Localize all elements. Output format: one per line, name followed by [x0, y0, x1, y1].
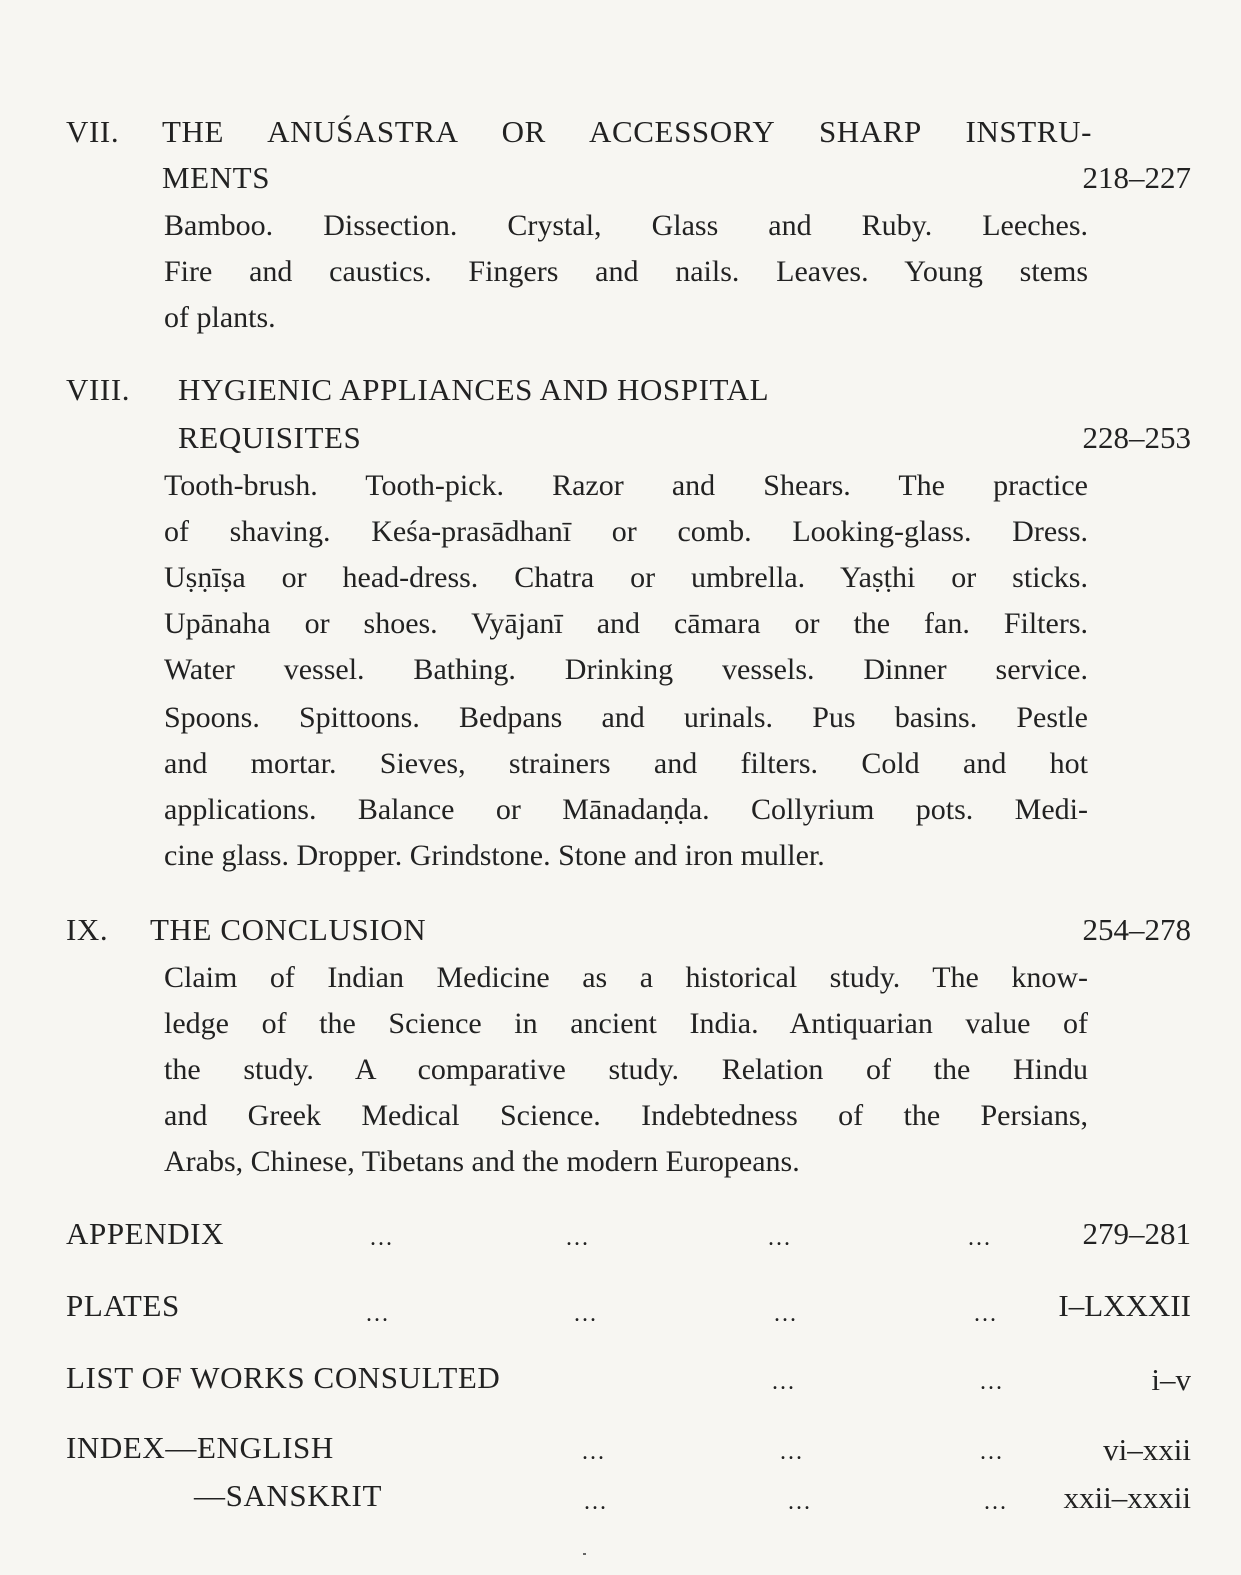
section-description-line: cine glass. Dropper. Grindstone. Stone and iron muller. [164, 839, 825, 872]
entry-pages: i–v [1151, 1362, 1191, 1397]
leader-dots: ... [584, 1489, 608, 1515]
entry-pages: 279–281 [1082, 1216, 1191, 1251]
entry-pages: vi–xxii [1103, 1432, 1191, 1467]
section-description-line: Fire and caustics. Fingers and nails. Leaves. Young stems [164, 255, 1088, 288]
paper-speck [583, 1553, 586, 1555]
section-description-line: the study. A comparative study. Relation of the Hindu [164, 1053, 1088, 1086]
leader-dots: ... [984, 1489, 1008, 1515]
section-heading-line: THE ANUŚASTRA OR ACCESSORY SHARP INSTRU- [162, 114, 1092, 149]
section-description-line: of plants. [164, 301, 276, 334]
section-description-line: Uṣṇīṣa or head-dress. Chatra or umbrella. Yaṣṭhi or sticks. [164, 561, 1088, 594]
section-description-line: Arabs, Chinese, Tibetans and the modern Europeans. [164, 1145, 800, 1178]
section-numeral: IX. [66, 912, 109, 947]
section-pages: 218–227 [1082, 160, 1191, 195]
section-description-line: Spoons. Spittoons. Bedpans and urinals. Pus basins. Pestle [164, 701, 1088, 734]
section-pages: 254–278 [1082, 912, 1191, 947]
section-description-line: Water vessel. Bathing. Drinking vessels. Dinner service. [164, 653, 1088, 686]
leader-dots: ... [566, 1225, 590, 1251]
entry-title: —SANSKRIT [194, 1478, 382, 1513]
leader-dots: ... [968, 1225, 992, 1251]
section-heading-line: HYGIENIC APPLIANCES AND HOSPITAL [178, 372, 770, 407]
section-numeral: VII. [66, 114, 120, 149]
leader-dots: ... [980, 1439, 1004, 1465]
leader-dots: ... [974, 1301, 998, 1327]
section-heading-line: THE CONCLUSION [150, 912, 427, 947]
entry-pages: xxii–xxxii [1063, 1480, 1191, 1515]
leader-dots: ... [980, 1369, 1004, 1395]
section-description-line: of shaving. Keśa-prasādhanī or comb. Looking-glass. Dress. [164, 515, 1088, 548]
section-description-line: ledge of the Science in ancient India. Antiquarian value of [164, 1007, 1088, 1040]
entry-title: PLATES [66, 1288, 180, 1323]
leader-dots: ... [366, 1301, 390, 1327]
leader-dots: ... [774, 1301, 798, 1327]
leader-dots: ... [582, 1439, 606, 1465]
leader-dots: ... [772, 1369, 796, 1395]
section-pages: 228–253 [1082, 420, 1191, 455]
section-description-line: Tooth-brush. Tooth-pick. Razor and Shears. The practice [164, 469, 1088, 502]
entry-pages: I–LXXXII [1058, 1288, 1191, 1323]
leader-dots: ... [370, 1225, 394, 1251]
leader-dots: ... [574, 1301, 598, 1327]
leader-dots: ... [780, 1439, 804, 1465]
section-description-line: and mortar. Sieves, strainers and filters. Cold and hot [164, 747, 1088, 780]
section-heading-line: REQUISITES [178, 420, 362, 455]
section-description-line: Bamboo. Dissection. Crystal, Glass and Ruby. Leeches. [164, 209, 1088, 242]
section-description-line: and Greek Medical Science. Indebtedness of the Persians, [164, 1099, 1088, 1132]
leader-dots: ... [768, 1225, 792, 1251]
section-description-line: Claim of Indian Medicine as a historical study. The know- [164, 961, 1088, 994]
section-description-line: applications. Balance or Mānadaṇḍa. Collyrium pots. Medi- [164, 793, 1088, 826]
leader-dots: ... [788, 1489, 812, 1515]
entry-title: APPENDIX [66, 1216, 225, 1251]
section-description-line: Upānaha or shoes. Vyājanī and cāmara or the fan. Filters. [164, 607, 1088, 640]
entry-title: LIST OF WORKS CONSULTED [66, 1360, 501, 1395]
entry-title: INDEX—ENGLISH [66, 1430, 334, 1465]
section-heading-line: MENTS [162, 160, 271, 195]
section-numeral: VIII. [66, 372, 131, 407]
